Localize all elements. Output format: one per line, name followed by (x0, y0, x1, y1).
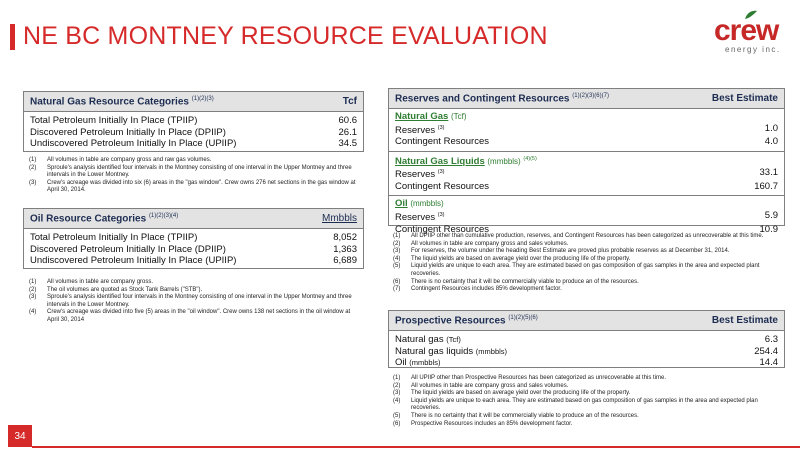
reserves-table-header (389, 89, 784, 109)
row-value: 1,363 (333, 243, 357, 255)
gas-table-header (24, 92, 363, 112)
prospective-table-right: Best Estimate (711, 315, 778, 326)
table-row (30, 127, 357, 139)
oil-resource-table (23, 208, 364, 269)
gas-table-sup: (1)(2)(3) (191, 95, 214, 102)
row-value: 254.4 (754, 345, 778, 357)
row-value: 14.4 (759, 357, 778, 368)
prospective-table-header (389, 311, 784, 331)
row-label: Reserves (395, 169, 436, 181)
ngl-section: Natural Gas Liquids (mmbbls) $^{(4)(5)}$ Reserves $^{(3)}$ 33.1 Contingent Resources 160.7 (389, 152, 784, 197)
oil-table-rows (24, 229, 363, 270)
row-value: 26.1 (338, 126, 357, 138)
reserves-table-right: Best Estimate (711, 93, 778, 104)
section-title: Oil (395, 198, 408, 210)
oil-section (389, 196, 784, 238)
natural-gas-section (389, 109, 784, 152)
table-row (395, 181, 778, 193)
row-value: 34.5 (338, 138, 357, 149)
logo-word: crew (714, 14, 779, 47)
table-row (395, 357, 778, 369)
row-value: 5.9 (764, 209, 778, 221)
footnote: (4) Liquid yields are unique to each area. They are estimated based on gas composition of gas samples in the area and expected plan recoveries. (393, 397, 758, 412)
row-label: Total Petroleum Initially In Place (TPIIP) (30, 115, 198, 126)
logo-subtitle: energy inc. (725, 45, 781, 54)
row-value: 1.0 (764, 122, 778, 134)
footnote: (2) All volumes in table are company gross and sales volumes. (393, 382, 569, 389)
row-value: 60.6 (338, 115, 357, 126)
row-label: Natural gas (395, 334, 444, 345)
row-value: 6,689 (333, 255, 357, 266)
footnote: (3) The liquid yields are based on average yield over the producing life of the property. (393, 390, 631, 397)
table-row (30, 244, 357, 256)
row-label: Undiscovered Petroleum Initially In Place (UPIIP) (30, 138, 237, 149)
section-title: Natural Gas Liquids (395, 155, 485, 167)
row-label: Contingent Resources (395, 136, 489, 148)
section-unit: (mmbbls) (487, 156, 521, 166)
section-title: Natural Gas (395, 111, 449, 122)
row-label: Contingent Resources (395, 223, 489, 235)
reserves-table-sup: (1)(2)(3)(6)(7) (572, 92, 609, 99)
table-row (30, 115, 357, 127)
title-accent-bar (10, 24, 15, 50)
table-row (30, 138, 357, 150)
footnote: (3) Crew's acreage was divided into six (6) areas in the "gas window". Crew owns 276 net sections in the gas window at April 30, 2014. (29, 179, 356, 194)
row-label: Undiscovered Petroleum Initially In Place (UPIIP) (30, 255, 237, 266)
table-row (395, 136, 778, 148)
reserves-table-title: Reserves and Contingent Resources (395, 93, 570, 105)
row-unit: (mmbbls) (475, 346, 508, 356)
section-unit: (mmbbls) (410, 199, 444, 209)
reserves-table-notes (393, 233, 783, 294)
row-label: Oil (395, 357, 407, 368)
gas-resource-table (23, 91, 364, 152)
prospective-table-title: Prospective Resources (395, 315, 506, 327)
row-label: Contingent Resources (395, 180, 489, 192)
table-row (395, 334, 778, 346)
footnote: (4) The liquid yields are based on average yield over the producing life of the property. (393, 255, 631, 262)
row-label: Total Petroleum Initially In Place (TPIIP) (30, 232, 198, 243)
table-row: Reserves $^{(3)}$ 5.9 (395, 209, 778, 224)
footnote: (1) All UPIIP other than Prospective Resources has been categorized as unrecoverable at this time. (393, 375, 667, 381)
row-label: Discovered Petroleum Initially In Place (DPIIP) (30, 126, 226, 138)
gas-table-notes (29, 157, 359, 195)
footnote: (3) For reserves, the volume under the heading Best Estimate are proved plus probable reserves as at December 31, 2014. (393, 248, 730, 255)
row-label: Discovered Petroleum Initially In Place (DPIIP) (30, 243, 226, 255)
oil-table-unit: Mmbbls (321, 213, 357, 224)
row-label: Natural gas liquids (395, 345, 474, 357)
table-row (30, 255, 357, 267)
footnote: (2) The oil volumes are quoted as Stock Tank Barrels ("STB"). (29, 286, 203, 293)
row-value: 33.1 (759, 167, 778, 179)
row-value: 160.7 (754, 180, 778, 192)
prospective-table-sup: (1)(2)(5)(6) (508, 314, 538, 321)
oil-table-notes (29, 279, 359, 325)
footer-line (32, 446, 800, 448)
oil-table-header (24, 209, 363, 229)
page-number: 34 (8, 425, 32, 447)
footnote: (4) Crew's acreage was divided into five (5) areas in the "oil window". Crew owns 138 net sections in the oil window at April 30, 2014 (29, 309, 351, 323)
row-value: 10.9 (759, 223, 778, 235)
table-row: Reserves $^{(3)}$ 33.1 (395, 167, 778, 181)
footnote: (6) Prospective Resources includes an 85% development factor. (393, 420, 573, 427)
row-value: 8,052 (333, 232, 357, 243)
page-title: NE BC MONTNEY RESOURCE EVALUATION (23, 22, 548, 50)
prospective-table-rows (389, 331, 784, 372)
gas-table-title: Natural Gas Resource Categories (30, 96, 189, 108)
footnote: (5) Liquid yields are unique to each area. They are estimated based on gas composition of gas samples in the area and expected plant recoveries. (393, 263, 760, 277)
table-row (395, 346, 778, 358)
section-unit: (Tcf) (450, 112, 467, 121)
prospective-table-notes (393, 375, 783, 428)
oil-table-sup: (1)(2)(3)(4) (148, 212, 179, 219)
footnote: (1) All DPIIP other than cumulative production, reserves, and Contingent Resources has been categorized as unrecoverable at this time. (393, 233, 764, 239)
row-label: Reserves (395, 124, 436, 136)
reserves-table (388, 88, 785, 235)
footnote: (1) All volumes in table are company gross and raw gas volumes. (29, 157, 212, 163)
footnote: (3) Sproule's analysis identified four intervals in the Montney consisting of one interval in the Upper Montney and three intervals in the Lower Montney. (29, 294, 352, 308)
row-value: 6.3 (764, 334, 778, 345)
row-unit: (mmbbls) (409, 358, 441, 367)
row-label: Reserves (395, 212, 436, 224)
footnote: (1) All volumes in table are company gross. (29, 279, 154, 285)
footnote: (2) All volumes in table are company gross and sales volumes. (393, 240, 569, 247)
row-value: 4.0 (764, 136, 778, 148)
footnote: (7) Contingent Resources includes 85% development factor. (393, 286, 562, 293)
gas-table-rows (24, 112, 363, 153)
table-row: Reserves $^{(3)}$ 1.0 (395, 122, 778, 136)
gas-table-unit: Tcf (342, 96, 357, 107)
footnote: (5) There is no certainty that it will be commercially viable to produce an of the resources. (393, 412, 639, 419)
footnote: (2) Sproule's analysis identified four intervals in the Montney consisting of one interval in the Upper Montney and three intervals in the Lower Montney. (29, 164, 352, 179)
table-row (30, 232, 357, 244)
footnote: (6) There is no certainty that it will be commercially viable to produce an of the resources. (393, 278, 639, 285)
oil-table-title: Oil Resource Categories (30, 213, 147, 225)
prospective-table (388, 310, 785, 368)
row-unit: (Tcf) (446, 335, 461, 344)
crew-logo (706, 10, 786, 56)
